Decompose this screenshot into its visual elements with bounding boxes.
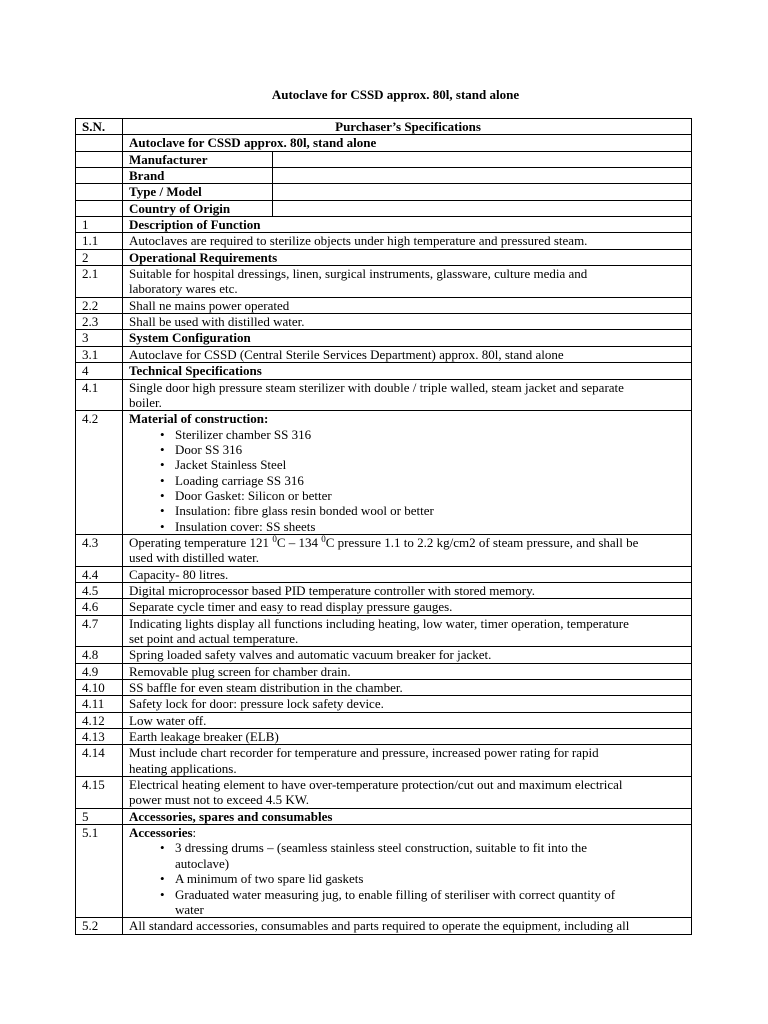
- header-row: [76, 119, 692, 135]
- spec-row: [76, 647, 692, 663]
- sn-cell: 4.10: [76, 680, 123, 696]
- bullet-item: [129, 457, 687, 472]
- section-title: Description of Function: [123, 217, 692, 233]
- sn-cell: 4.7: [76, 615, 123, 647]
- spec-list: [123, 411, 692, 535]
- bullet-icon: [160, 519, 165, 534]
- sn-header: S.N.: [76, 119, 123, 135]
- spec-text-line: Digital microprocessor based PID temperature controller with stored memory.: [129, 582, 536, 598]
- spec-text: [123, 745, 692, 777]
- spec-text: [123, 918, 692, 934]
- bullet-icon: [160, 457, 165, 472]
- bullet-item: [129, 840, 687, 871]
- spec-text-line: [129, 535, 687, 550]
- field-label: Manufacturer: [123, 151, 273, 167]
- sn-cell: 2: [76, 249, 123, 265]
- spec-row: [76, 379, 692, 411]
- bullet-icon: [160, 442, 165, 457]
- spec-text: [123, 346, 692, 362]
- spec-row: [76, 297, 692, 313]
- spec-text-line: Shall be used with distilled water.: [129, 314, 305, 330]
- spec-row: [76, 712, 692, 728]
- sn-cell: 4.4: [76, 566, 123, 582]
- spec-text-line: Electrical heating element to have over-temperature protection/cut out and maximum electrical: [129, 777, 623, 793]
- spec-text-line: Single door high pressure steam sterilizer with double / triple walled, steam jacket and separate: [129, 379, 624, 395]
- spec-text: [123, 582, 692, 598]
- spec-text-line: heating applications.: [129, 760, 237, 776]
- section-row: [76, 808, 692, 824]
- list-row: [76, 411, 692, 535]
- field-label: Type / Model: [123, 184, 273, 200]
- spec-text-line: Earth leakage breaker (ELB): [129, 729, 279, 745]
- spec-text: [123, 615, 692, 647]
- spec-header: Purchaser’s Specifications: [123, 119, 692, 135]
- spec-text-line: Safety lock for door: pressure lock safety device.: [129, 696, 384, 712]
- spec-text: [123, 729, 692, 745]
- superscript: 0: [272, 533, 277, 544]
- spec-text-line: power must not to exceed 4.5 KW.: [129, 792, 310, 808]
- sn-cell: 4.5: [76, 582, 123, 598]
- spec-row: [76, 696, 692, 712]
- sn-cell: 4.8: [76, 647, 123, 663]
- spec-row: [76, 534, 692, 566]
- spec-row: [76, 266, 692, 298]
- field-value-cell: [273, 200, 692, 216]
- sn-cell: 3.1: [76, 346, 123, 362]
- bullet-item: [129, 887, 687, 918]
- spec-text: [123, 297, 692, 313]
- spec-text: [123, 379, 692, 411]
- spec-text: [123, 696, 692, 712]
- sn-cell: 1.1: [76, 233, 123, 249]
- product-row: [76, 135, 692, 151]
- sn-cell: [76, 135, 123, 151]
- sn-cell: 4.12: [76, 712, 123, 728]
- spec-text: [123, 266, 692, 298]
- spec-row: [76, 314, 692, 330]
- section-title: System Configuration: [123, 330, 692, 346]
- bullet-item: [129, 519, 687, 534]
- spec-text: [123, 314, 692, 330]
- spec-text-line: All standard accessories, consumables and parts required to operate the equipment, including all: [129, 918, 630, 934]
- sn-cell: 4.9: [76, 663, 123, 679]
- spec-text: [123, 233, 692, 249]
- bullet-icon: [160, 840, 165, 855]
- sn-cell: 4.15: [76, 777, 123, 809]
- bullet-item: [129, 871, 687, 886]
- spec-text-line: Autoclave for CSSD (Central Sterile Services Department) approx. 80l, stand alone: [129, 346, 564, 362]
- spec-text: [123, 599, 692, 615]
- list-heading-text: Material of construction:: [129, 411, 269, 427]
- list-heading-text: Accessories: [129, 825, 193, 841]
- spec-text-line: Must include chart recorder for temperature and pressure, increased power rating for rapid: [129, 745, 599, 761]
- bullet-text-line: Graduated water measuring jug, to enable filling of steriliser with correct quantity of: [175, 886, 616, 902]
- bullet-item: [129, 503, 687, 518]
- section-row: [76, 330, 692, 346]
- bullet-text-line: Insulation cover: SS sheets: [175, 518, 316, 534]
- bullet-text-line: Sterilizer chamber SS 316: [175, 426, 312, 442]
- spec-text: [123, 647, 692, 663]
- sn-cell: 4.2: [76, 411, 123, 535]
- section-row: [76, 363, 692, 379]
- sn-cell: 4.6: [76, 599, 123, 615]
- document-title: Autoclave for CSSD approx. 80l, stand alone: [271, 87, 520, 102]
- product-name: Autoclave for CSSD approx. 80l, stand alone: [123, 135, 692, 151]
- bullet-text-line: Jacket Stainless Steel: [175, 457, 287, 473]
- spec-text-line: used with distilled water.: [129, 550, 259, 566]
- spec-text: [123, 663, 692, 679]
- sn-cell: 1: [76, 217, 123, 233]
- bullet-text-line: Insulation: fibre glass resin bonded wool or better: [175, 503, 434, 519]
- sn-cell: [76, 168, 123, 184]
- spec-text-line: Removable plug screen for chamber drain.: [129, 663, 351, 679]
- bullet-icon: [160, 488, 165, 503]
- sn-cell: 5.1: [76, 825, 123, 918]
- section-title: Accessories, spares and consumables: [123, 808, 692, 824]
- sn-cell: 5.2: [76, 918, 123, 934]
- sn-cell: [76, 184, 123, 200]
- bullet-text-line: Loading carriage SS 316: [175, 472, 304, 488]
- spec-table-body: [76, 135, 692, 934]
- section-row: [76, 217, 692, 233]
- section-title: Technical Specifications: [123, 363, 692, 379]
- bullet-item: [129, 488, 687, 503]
- section-title: Operational Requirements: [123, 249, 692, 265]
- sn-cell: 2.1: [76, 266, 123, 298]
- spec-row: [76, 582, 692, 598]
- sn-cell: 4.11: [76, 696, 123, 712]
- field-row: [76, 200, 692, 216]
- list-heading-tail: :: [192, 825, 197, 841]
- sn-cell: 4.1: [76, 379, 123, 411]
- spec-row: [76, 615, 692, 647]
- list-heading: [129, 411, 687, 426]
- bullet-text-line: Door Gasket: Silicon or better: [175, 487, 332, 503]
- bullet-icon: [160, 503, 165, 518]
- spec-text-line: SS baffle for even steam distribution in the chamber.: [129, 680, 403, 696]
- spec-text-line: Low water off.: [129, 712, 207, 728]
- spec-text-line: Shall ne mains power operated: [129, 297, 290, 313]
- spec-text-line: laboratory wares etc.: [129, 281, 238, 297]
- spec-text-line: Spring loaded safety valves and automatic vacuum breaker for jacket.: [129, 647, 492, 663]
- bullet-item: [129, 442, 687, 457]
- spec-text: [123, 712, 692, 728]
- spec-text: [123, 680, 692, 696]
- superscript: 0: [321, 533, 326, 544]
- sn-cell: 5: [76, 808, 123, 824]
- text-segment: C – 134: [276, 534, 322, 550]
- field-label: Country of Origin: [123, 200, 273, 216]
- sn-cell: 4: [76, 363, 123, 379]
- spec-row: [76, 729, 692, 745]
- sn-cell: 4.14: [76, 745, 123, 777]
- sn-cell: 3: [76, 330, 123, 346]
- sn-cell: 2.2: [76, 297, 123, 313]
- spec-row: [76, 777, 692, 809]
- spec-text-line: Separate cycle timer and easy to read display pressure gauges.: [129, 599, 453, 615]
- bullet-text-line: Door SS 316: [175, 441, 243, 457]
- spec-text-line: Autoclaves are required to sterilize objects under high temperature and pressured steam.: [129, 233, 588, 249]
- field-row: [76, 168, 692, 184]
- field-value-cell: [273, 168, 692, 184]
- spec-text: [123, 566, 692, 582]
- text-segment: C pressure 1.1 to 2.2 kg/cm2 of steam pressure, and shall be: [325, 534, 639, 550]
- field-row: [76, 151, 692, 167]
- list-heading: [129, 825, 687, 840]
- spec-text-line: boiler.: [129, 394, 162, 410]
- sn-cell: 2.3: [76, 314, 123, 330]
- spec-list: [123, 825, 692, 918]
- spec-text: [123, 534, 692, 566]
- sn-cell: 4.13: [76, 729, 123, 745]
- bullet-icon: [160, 427, 165, 442]
- spec-row: [76, 566, 692, 582]
- bullet-icon: [160, 871, 165, 886]
- spec-row: [76, 599, 692, 615]
- spec-row: [76, 680, 692, 696]
- bullet-item: [129, 473, 687, 488]
- sn-cell: 4.3: [76, 534, 123, 566]
- spec-row: [76, 663, 692, 679]
- field-label: Brand: [123, 168, 273, 184]
- sn-cell: [76, 151, 123, 167]
- section-row: [76, 249, 692, 265]
- list-row: [76, 825, 692, 918]
- text-segment: Operating temperature 121: [129, 534, 273, 550]
- spec-text: [123, 777, 692, 809]
- bullet-icon: [160, 887, 165, 902]
- spec-text-line: set point and actual temperature.: [129, 631, 299, 646]
- bullet-icon: [160, 473, 165, 488]
- spec-row: [76, 745, 692, 777]
- spec-row: [76, 233, 692, 249]
- spec-text-line: Indicating lights display all functions including heating, low water, timer operation, temperature: [129, 615, 629, 631]
- bullet-text-line: 3 dressing drums – (seamless stainless steel construction, suitable to fit into the: [175, 840, 587, 856]
- bullet-text-line: autoclave): [175, 855, 230, 871]
- spec-row: [76, 918, 692, 934]
- field-row: [76, 184, 692, 200]
- bullet-text-line: water: [175, 901, 204, 917]
- spec-text-line: Suitable for hospital dressings, linen, surgical instruments, glassware, culture media and: [129, 266, 588, 282]
- spec-row: [76, 346, 692, 362]
- field-value-cell: [273, 184, 692, 200]
- bullet-item: [129, 427, 687, 442]
- bullet-text-line: A minimum of two spare lid gaskets: [175, 871, 364, 887]
- spec-text-line: Capacity- 80 litres.: [129, 566, 229, 582]
- sn-cell: [76, 200, 123, 216]
- spec-table: [75, 118, 692, 935]
- field-value-cell: [273, 151, 692, 167]
